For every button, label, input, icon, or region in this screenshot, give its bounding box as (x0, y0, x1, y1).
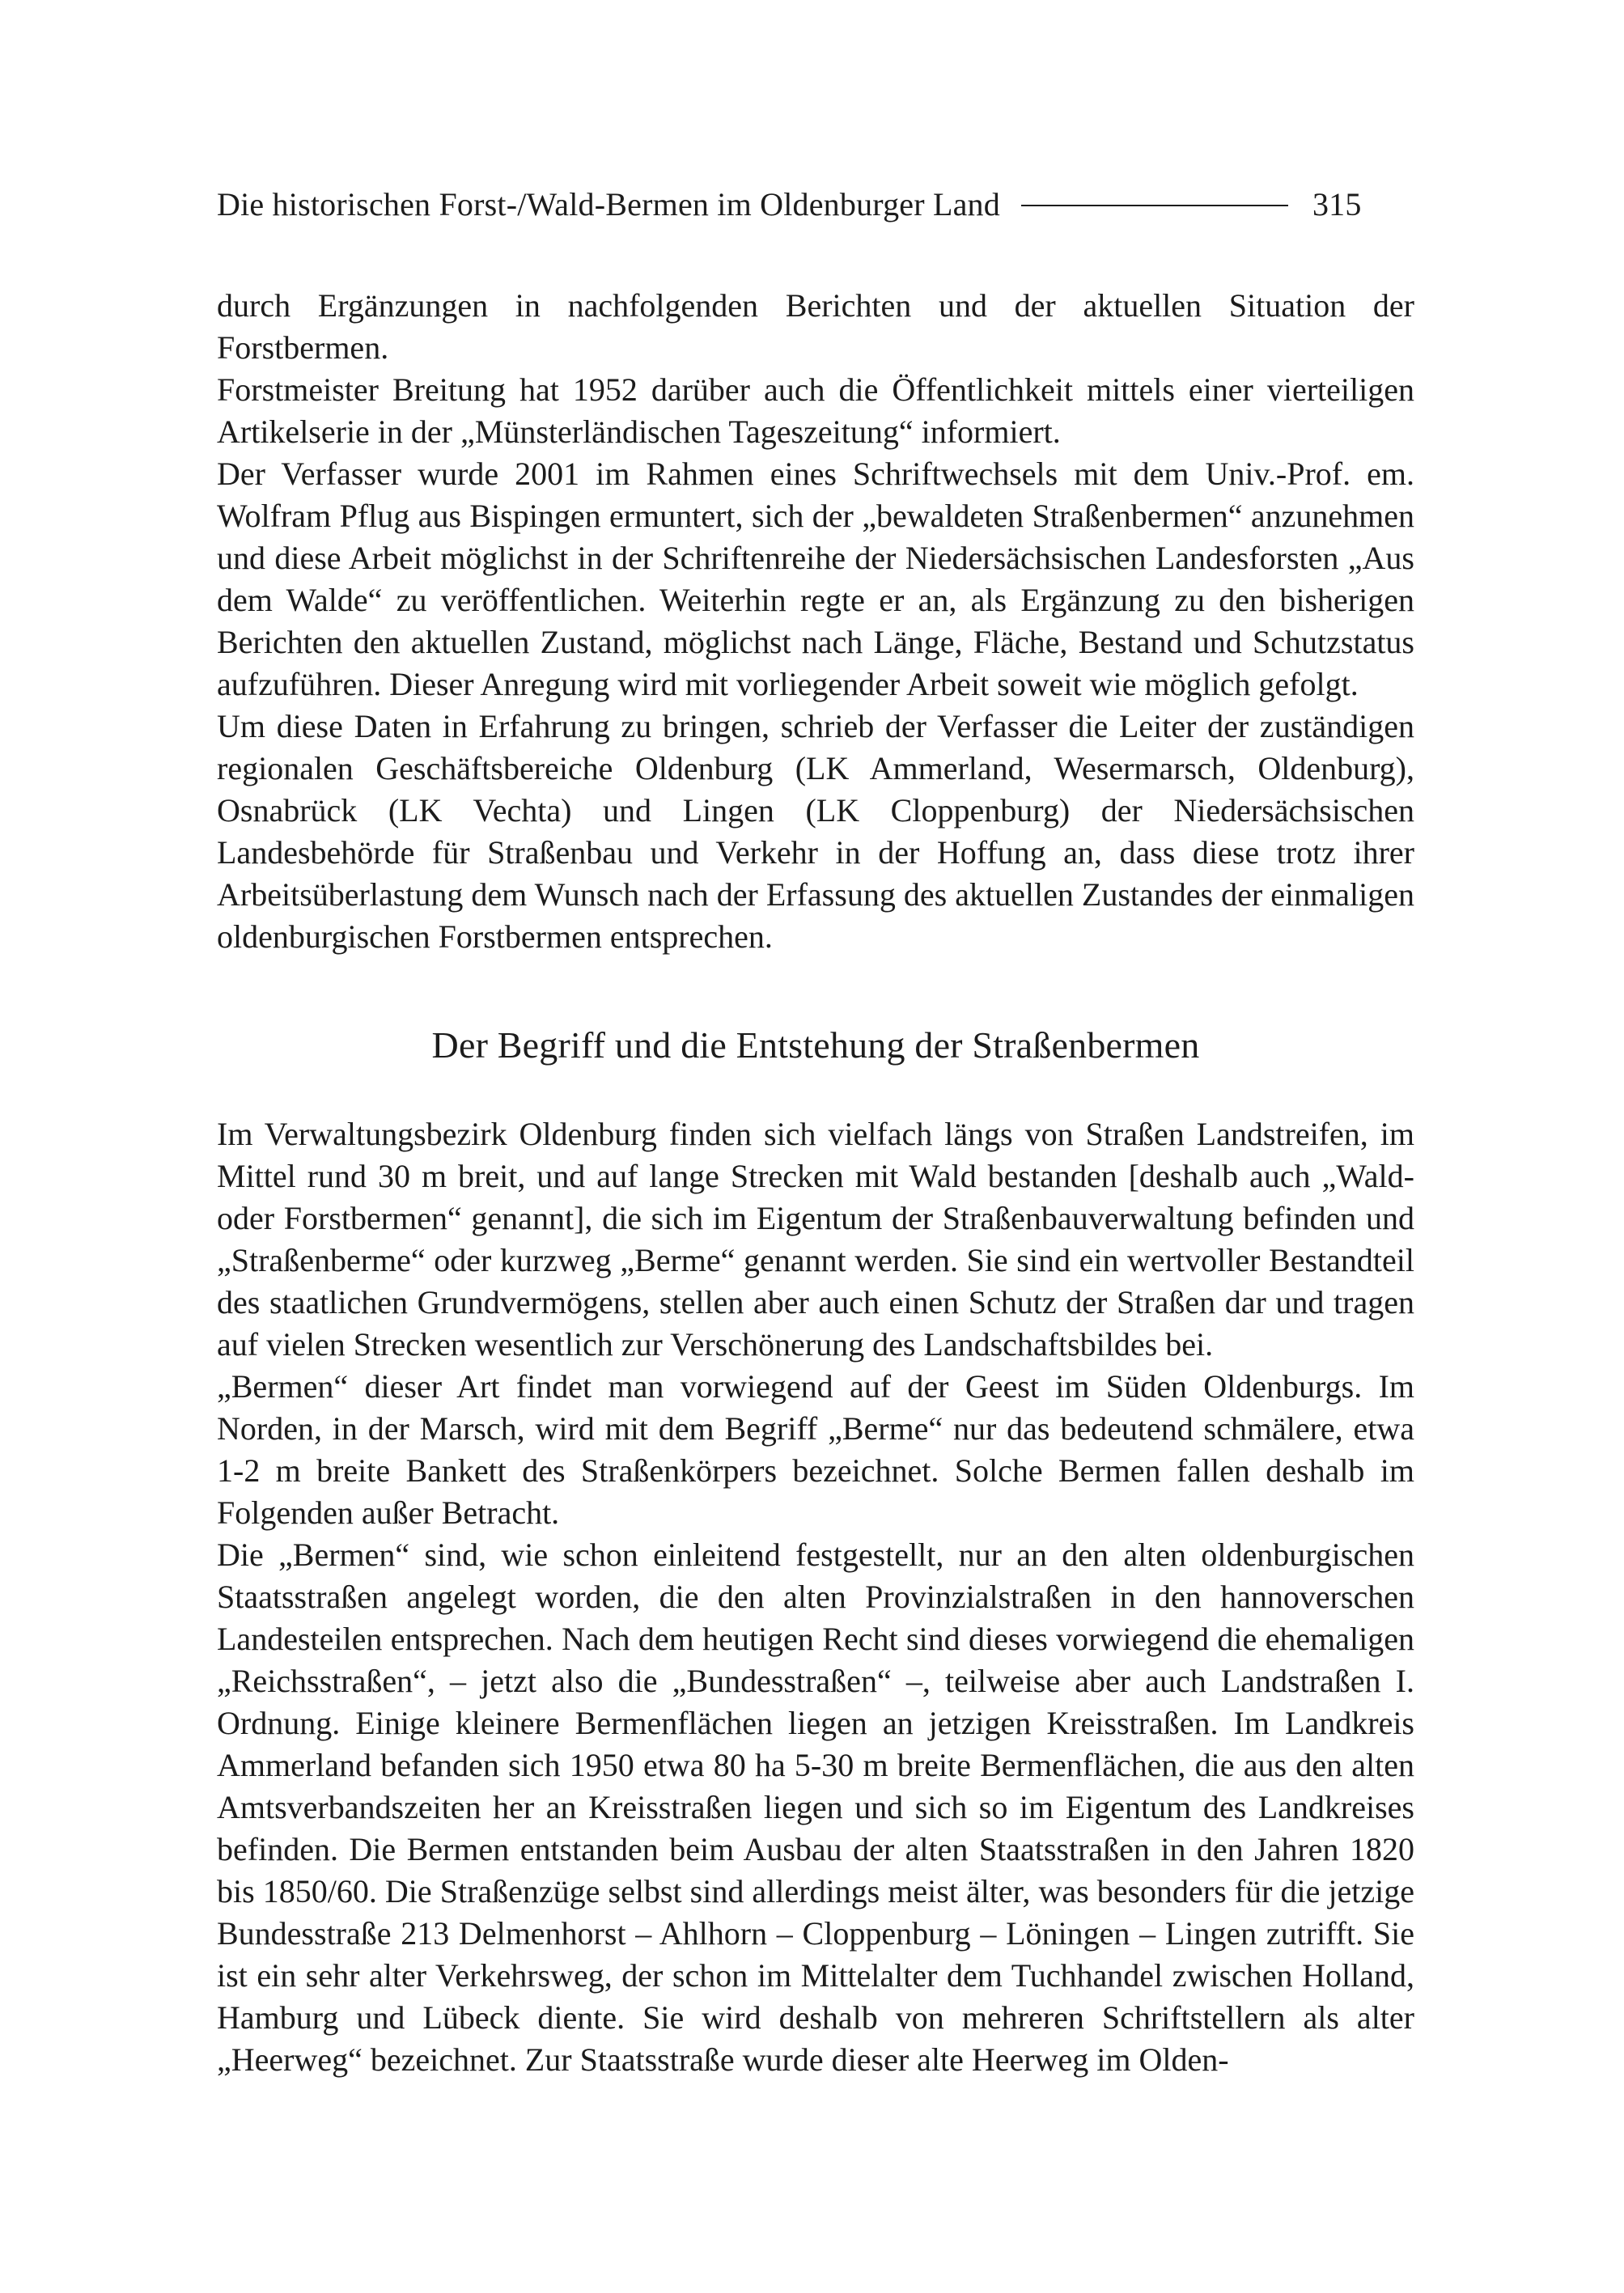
header-rule (1021, 205, 1288, 206)
running-header (217, 180, 1414, 228)
paragraph: durch Ergänzungen in nachfolgenden Berichten und der aktuellen Situation der Forstbermen. (217, 287, 1414, 366)
section-text (217, 1113, 1414, 2081)
paragraph: Die „Bermen“ sind, wie schon einleitend festgestellt, nur an den alten oldenburgischen Staatsstraßen angelegt worden, die den alten Provinzialstraßen in den hannoverschen Landesteilen entsprechen. Nach dem heutigen Recht sind dieses vorwiegend die ehemaligen „Reichsstraßen“, – jetzt also die „Bundesstraßen“ –, teilweise aber auch Landstraßen I. Ordnung. Einige kleinere Bermenflächen liegen an jetzigen Kreisstraßen. Im Landkreis Ammerland befanden sich 1950 etwa 80 ha 5-30 m breite Bermenflächen, die aus den alten Amtsverbandszeiten her an Kreisstraßen liegen und sich so im Eigentum des Landkreises befinden. Die Bermen entstanden beim Ausbau der alten Staatsstraßen in den Jahren 1820 bis 1850/60. Die Straßenzüge selbst sind allerdings meist älter, was besonders für die jetzige Bundesstraße 213 Delmenhorst – Ahlhorn – Cloppenburg – Löningen – Lingen zutrifft. Sie ist ein sehr alter Verkehrsweg, der schon im Mittelalter dem Tuchhandel zwischen Holland, Hamburg und Lübeck diente. Sie wird deshalb von mehreren Schriftstellern als alter „Heerweg“ bezeichnet. Zur Staatsstraße wurde dieser alte Heerweg im Olden- (217, 1536, 1414, 2078)
paragraph: Forstmeister Breitung hat 1952 darüber auch die Öffentlichkeit mittels einer vierteiligen Artikelserie in der „Münsterländischen Tageszeitung“ informiert. (217, 371, 1414, 450)
intro-text (217, 285, 1414, 958)
section-heading: Der Begriff und die Entstehung der Straßenbermen (431, 1024, 1200, 1066)
header-title: Die historischen Forst-/Wald-Bermen im Oldenburger Land (217, 185, 1000, 223)
paragraph: Um diese Daten in Erfahrung zu bringen, schrieb der Verfasser die Leiter der zuständigen regionalen Geschäftsbereiche Oldenburg (LK Ammerland, Wesermarsch, Oldenburg), Osnabrück (LK Vechta) und Lingen (LK Cloppenburg) der Niedersächsischen Landesbehörde für Straßenbau und Verkehr in der Hoffung an, dass diese trotz ihrer Arbeitsüberlastung dem Wunsch nach der Erfassung des aktuellen Zustandes der einmaligen oldenburgischen Forstbermen entsprechen. (217, 708, 1414, 955)
page-number: 315 (1312, 185, 1362, 223)
paragraph: „Bermen“ dieser Art findet man vorwiegend auf der Geest im Süden Oldenburgs. Im Norden, in der Marsch, wird mit dem Begriff „Berme“ nur das bedeutend schmälere, etwa 1-2 m breite Bankett des Straßenkörpers bezeichnet. Solche Bermen fallen deshalb im Folgenden außer Betracht. (217, 1368, 1414, 1531)
paragraph: Im Verwaltungsbezirk Oldenburg finden sich vielfach längs von Straßen Landstreifen, im Mittel rund 30 m breit, und auf lange Strecken mit Wald bestanden [deshalb auch „Wald- oder Forstbermen“ genannt], die sich im Eigentum der Straßenbauverwaltung befinden und „Straßenberme“ oder kurzweg „Berme“ genannt werden. Sie sind ein wertvoller Bestandteil des staatlichen Grundvermögens, stellen aber auch einen Schutz der Straßen dar und tragen auf vielen Strecken wesentlich zur Verschönerung des Landschaftsbildes bei. (217, 1116, 1414, 1363)
paragraph: Der Verfasser wurde 2001 im Rahmen eines Schriftwechsels mit dem Univ.-Prof. em. Wolfram Pflug aus Bispingen ermuntert, sich der „bewaldeten Straßenbermen“ anzunehmen und diese Arbeit möglichst in der Schriftenreihe der Niedersächsischen Landesforsten „Aus dem Walde“ zu veröffentlichen. Weiterhin regte er an, als Ergänzung zu den bisherigen Berichten den aktuellen Zustand, möglichst nach Länge, Fläche, Bestand und Schutzstatus aufzuführen. Dieser Anregung wird mit vorliegender Arbeit soweit wie möglich gefolgt. (217, 456, 1414, 702)
